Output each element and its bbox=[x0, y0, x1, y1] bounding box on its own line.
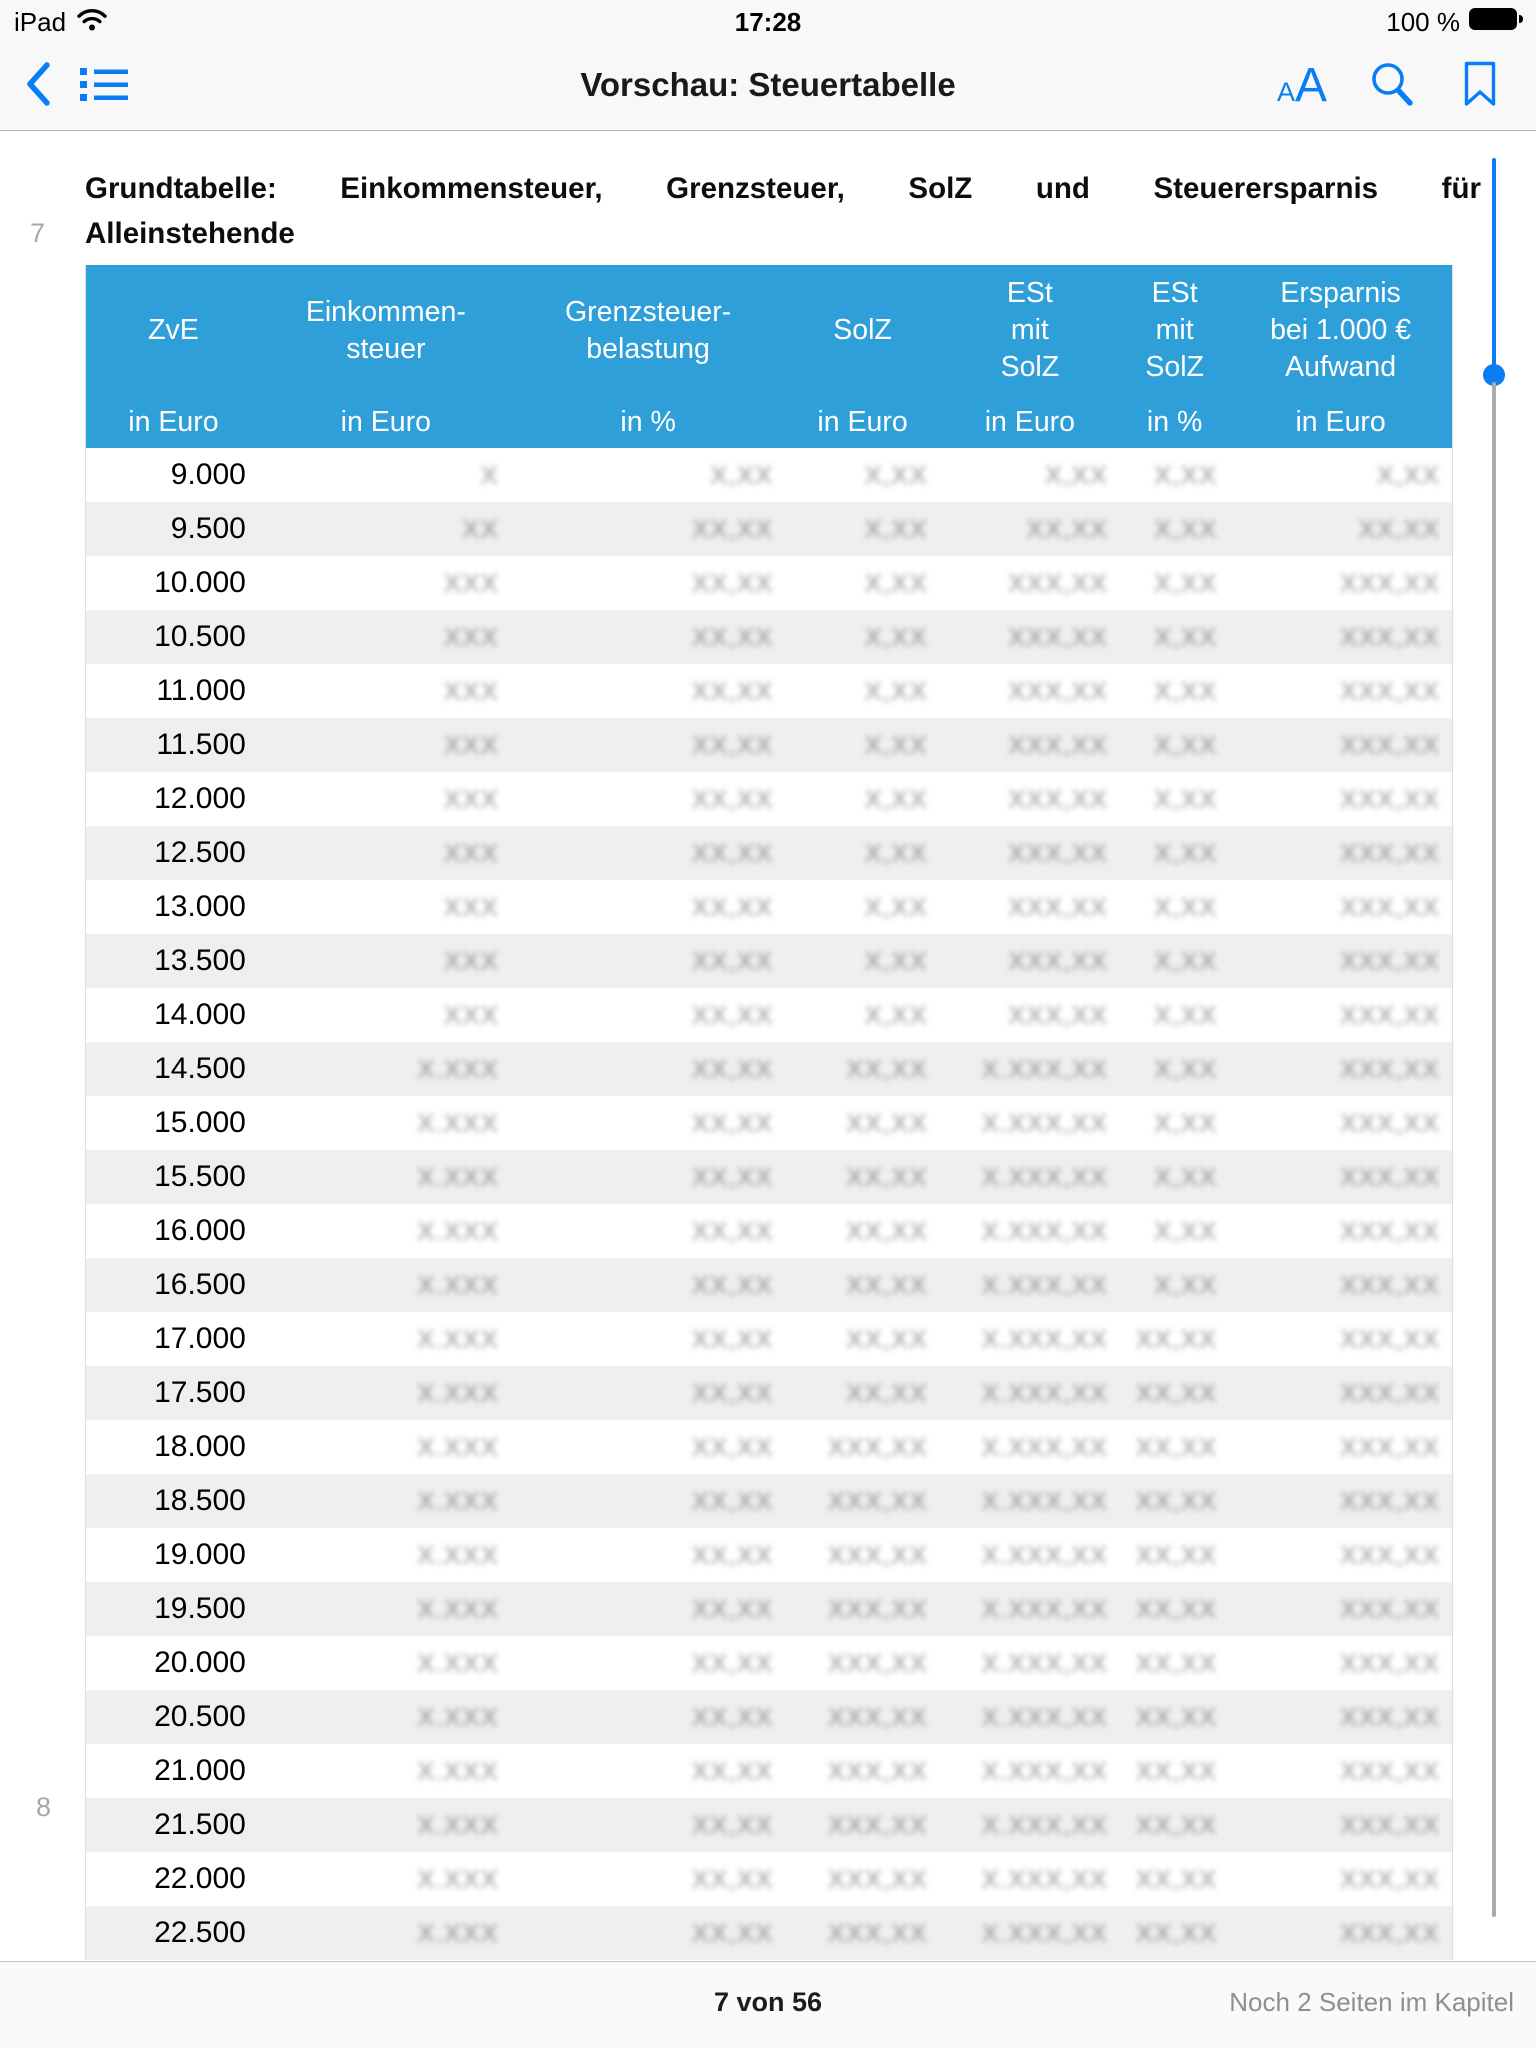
page-title: Vorschau: Steuertabelle bbox=[580, 66, 956, 103]
value-cell-blurred: XX,XX bbox=[1135, 1377, 1218, 1408]
value-cell-blurred: X,XX bbox=[864, 891, 928, 922]
zve-cell: 22.500 bbox=[154, 1916, 246, 1949]
value-cell-blurred: XXX,XX bbox=[827, 1809, 928, 1840]
zve-cell: 10.000 bbox=[154, 566, 246, 599]
value-cell-blurred: XX,XX bbox=[1135, 1809, 1218, 1840]
value-cell-blurred: X,XX bbox=[1154, 999, 1218, 1030]
value-cell-blurred: XX,XX bbox=[691, 1539, 774, 1570]
scroll-progress-track[interactable] bbox=[1492, 382, 1496, 1917]
table-row bbox=[86, 1366, 1452, 1420]
value-cell-blurred: X,XX bbox=[1154, 675, 1218, 706]
value-cell-blurred: XX,XX bbox=[846, 1377, 928, 1408]
heading-word: für bbox=[1441, 172, 1481, 205]
margin-page-number-7: 7 bbox=[30, 218, 46, 248]
status-time: 17:28 bbox=[734, 6, 802, 37]
zve-cell: 14.500 bbox=[154, 1052, 246, 1085]
header-cell-label: Einkommen- steuer bbox=[305, 295, 466, 365]
value-cell-blurred: X,XX bbox=[1154, 459, 1218, 490]
table-row bbox=[86, 664, 1452, 718]
value-cell-blurred: XXX,XX bbox=[827, 1755, 928, 1786]
status-bar bbox=[0, 4, 1536, 40]
zve-cell: 11.500 bbox=[156, 728, 246, 761]
value-cell-blurred: X.XXX bbox=[417, 1485, 499, 1516]
value-cell-blurred: X.XXX,XX bbox=[981, 1323, 1109, 1354]
bookmark-icon bbox=[1463, 61, 1497, 110]
zve-cell: 21.000 bbox=[154, 1754, 246, 1787]
value-cell-blurred: X.XXX,XX bbox=[981, 1161, 1109, 1192]
value-cell-blurred: X,XX bbox=[864, 675, 928, 706]
heading-word: Grenzsteuer, bbox=[666, 172, 845, 205]
value-cell-blurred: XX,XX bbox=[1135, 1863, 1218, 1894]
footer-bar bbox=[0, 1961, 1536, 2048]
margin-page-number-8: 8 bbox=[36, 1792, 52, 1822]
value-cell-blurred: XX,XX bbox=[846, 1215, 928, 1246]
header-cell-unit: in % bbox=[1146, 405, 1203, 438]
heading-word: SolZ bbox=[908, 172, 973, 205]
value-cell-blurred: XXX,XX bbox=[1340, 1539, 1440, 1570]
zve-cell: 9.500 bbox=[170, 512, 246, 545]
value-cell-blurred: X.XXX,XX bbox=[981, 1863, 1109, 1894]
heading-word: und bbox=[1035, 172, 1090, 205]
value-cell-blurred: XX,XX bbox=[691, 513, 774, 544]
zve-cell: 18.500 bbox=[154, 1484, 246, 1517]
value-cell-blurred: X.XXX,XX bbox=[981, 1431, 1109, 1462]
zve-cell: 15.500 bbox=[154, 1160, 246, 1193]
value-cell-blurred: X.XXX bbox=[417, 1323, 499, 1354]
table-row bbox=[86, 1636, 1452, 1690]
table-row bbox=[86, 934, 1452, 988]
zve-cell: 14.000 bbox=[154, 998, 246, 1031]
heading-line2: Alleinstehende bbox=[85, 217, 295, 250]
value-cell-blurred: XXX,XX bbox=[1340, 621, 1440, 652]
table-row bbox=[86, 1312, 1452, 1366]
device-label: iPad bbox=[14, 6, 67, 37]
table-row bbox=[86, 1150, 1452, 1204]
value-cell-blurred: X,XX bbox=[1154, 783, 1218, 814]
value-cell-blurred: XXX,XX bbox=[1008, 999, 1109, 1030]
zve-cell: 12.500 bbox=[154, 836, 246, 869]
value-cell-blurred: XXX,XX bbox=[1008, 945, 1109, 976]
table-row bbox=[86, 826, 1452, 880]
value-cell-blurred: X.XXX bbox=[417, 1917, 499, 1948]
zve-cell: 21.500 bbox=[154, 1808, 246, 1841]
value-cell-blurred: XX,XX bbox=[691, 729, 774, 760]
table-row bbox=[86, 1906, 1452, 1960]
value-cell-blurred: X.XXX,XX bbox=[981, 1917, 1109, 1948]
zve-cell: 13.500 bbox=[154, 944, 246, 977]
value-cell-blurred: XX bbox=[462, 513, 499, 544]
value-cell-blurred: X.XXX,XX bbox=[981, 1593, 1109, 1624]
value-cell-blurred: X,XX bbox=[1154, 1161, 1218, 1192]
table-row bbox=[86, 1528, 1452, 1582]
heading-word: Steuerersparnis bbox=[1153, 172, 1379, 205]
zve-cell: 9.000 bbox=[170, 458, 246, 491]
zve-cell: 11.000 bbox=[156, 674, 246, 707]
value-cell-blurred: XXX,XX bbox=[1008, 567, 1109, 598]
value-cell-blurred: X bbox=[480, 459, 499, 490]
search-icon bbox=[1369, 60, 1415, 111]
value-cell-blurred: XX,XX bbox=[1135, 1701, 1218, 1732]
value-cell-blurred: X,XX bbox=[864, 837, 928, 868]
value-cell-blurred: X,XX bbox=[1154, 1107, 1218, 1138]
header-cell bbox=[261, 265, 511, 448]
header-cell bbox=[785, 265, 939, 448]
value-cell-blurred: XXX,XX bbox=[1340, 1647, 1440, 1678]
table-row bbox=[86, 1474, 1452, 1528]
value-cell-blurred: XXX,XX bbox=[1340, 1161, 1440, 1192]
zve-cell: 12.000 bbox=[154, 782, 246, 815]
value-cell-blurred: XX,XX bbox=[1135, 1917, 1218, 1948]
status-right bbox=[1386, 4, 1524, 40]
value-cell-blurred: XXX bbox=[443, 675, 499, 706]
font-size-icon: A A bbox=[1276, 58, 1328, 112]
value-cell-blurred: XXX,XX bbox=[1340, 729, 1440, 760]
value-cell-blurred: X,XX bbox=[1154, 1215, 1218, 1246]
value-cell-blurred: X.XXX bbox=[417, 1863, 499, 1894]
header-cell-unit: in % bbox=[620, 405, 676, 438]
value-cell-blurred: X.XXX bbox=[417, 1161, 499, 1192]
value-cell-blurred: XXX,XX bbox=[1008, 675, 1109, 706]
table-row bbox=[86, 1096, 1452, 1150]
value-cell-blurred: XX,XX bbox=[1135, 1593, 1218, 1624]
value-cell-blurred: XXX,XX bbox=[1340, 999, 1440, 1030]
value-cell-blurred: XXX,XX bbox=[1008, 729, 1109, 760]
value-cell-blurred: X.XXX bbox=[417, 1431, 499, 1462]
header-cell-label: Grenzsteuer- belastung bbox=[564, 295, 732, 365]
value-cell-blurred: XXX,XX bbox=[1340, 1701, 1440, 1732]
chapter-remaining-label: Noch 2 Seiten im Kapitel bbox=[1229, 1986, 1514, 2017]
value-cell-blurred: XXX,XX bbox=[1340, 1053, 1440, 1084]
value-cell-blurred: XXX,XX bbox=[1340, 1269, 1440, 1300]
value-cell-blurred: XXX,XX bbox=[827, 1593, 928, 1624]
value-cell-blurred: XXX bbox=[443, 891, 499, 922]
value-cell-blurred: XXX,XX bbox=[1008, 891, 1109, 922]
value-cell-blurred: X,XX bbox=[864, 513, 928, 544]
value-cell-blurred: XXX,XX bbox=[1340, 945, 1440, 976]
value-cell-blurred: XX,XX bbox=[691, 1161, 774, 1192]
value-cell-blurred: XX,XX bbox=[691, 837, 774, 868]
header-cell-unit: in Euro bbox=[817, 405, 908, 438]
value-cell-blurred: XX,XX bbox=[691, 1323, 774, 1354]
value-cell-blurred: XX,XX bbox=[846, 1053, 928, 1084]
value-cell-blurred: X,XX bbox=[864, 729, 928, 760]
value-cell-blurred: XX,XX bbox=[691, 675, 774, 706]
table-row bbox=[86, 502, 1452, 556]
section-heading bbox=[85, 166, 1481, 256]
value-cell-blurred: X.XXX,XX bbox=[981, 1053, 1109, 1084]
font-size-button[interactable] bbox=[1262, 40, 1342, 130]
page-indicator: 7 von 56 bbox=[713, 1986, 823, 2017]
value-cell-blurred: XX,XX bbox=[1135, 1431, 1218, 1462]
header-cell-label: SolZ bbox=[833, 314, 892, 346]
value-cell-blurred: XX,XX bbox=[1135, 1539, 1218, 1570]
value-cell-blurred: XXX,XX bbox=[1008, 783, 1109, 814]
value-cell-blurred: XX,XX bbox=[691, 1485, 774, 1516]
heading-word: Grundtabelle: bbox=[85, 172, 277, 205]
value-cell-blurred: X.XXX bbox=[417, 1647, 499, 1678]
value-cell-blurred: X.XXX,XX bbox=[981, 1107, 1109, 1138]
value-cell-blurred: XXX,XX bbox=[1340, 1917, 1440, 1948]
value-cell-blurred: X.XXX bbox=[417, 1269, 499, 1300]
value-cell-blurred: XX,XX bbox=[691, 945, 774, 976]
table-row bbox=[86, 1042, 1452, 1096]
value-cell-blurred: XX,XX bbox=[691, 1647, 774, 1678]
value-cell-blurred: XX,XX bbox=[691, 1107, 774, 1138]
table-row bbox=[86, 718, 1452, 772]
value-cell-blurred: X.XXX bbox=[417, 1215, 499, 1246]
value-cell-blurred: XXX,XX bbox=[1340, 1431, 1440, 1462]
zve-cell: 22.000 bbox=[154, 1862, 246, 1895]
value-cell-blurred: X,XX bbox=[710, 459, 774, 490]
value-cell-blurred: XXX bbox=[443, 567, 499, 598]
value-cell-blurred: XXX,XX bbox=[1340, 1107, 1440, 1138]
header-cell-unit: in Euro bbox=[128, 405, 219, 438]
header-cell-unit: in Euro bbox=[984, 405, 1076, 438]
zve-cell: 20.500 bbox=[154, 1700, 246, 1733]
value-cell-blurred: XX,XX bbox=[691, 891, 774, 922]
header-cell-unit: in Euro bbox=[1295, 405, 1386, 438]
value-cell-blurred: X,XX bbox=[864, 945, 928, 976]
zve-cell: 19.000 bbox=[154, 1538, 246, 1571]
value-cell-blurred: XXX,XX bbox=[827, 1647, 928, 1678]
header-cell bbox=[940, 265, 1120, 448]
table-row bbox=[86, 880, 1452, 934]
value-cell-blurred: X.XXX,XX bbox=[981, 1215, 1109, 1246]
value-cell-blurred: XXX,XX bbox=[1340, 1863, 1440, 1894]
top-bar bbox=[0, 0, 1536, 131]
header-cell-label: ZvE bbox=[148, 314, 199, 346]
table-row bbox=[86, 772, 1452, 826]
value-cell-blurred: XXX,XX bbox=[827, 1539, 928, 1570]
table-header-row bbox=[86, 265, 1452, 448]
value-cell-blurred: X,XX bbox=[1154, 891, 1218, 922]
table-row bbox=[86, 1690, 1452, 1744]
value-cell-blurred: X,XX bbox=[1154, 729, 1218, 760]
value-cell-blurred: X.XXX,XX bbox=[981, 1485, 1109, 1516]
value-cell-blurred: XX,XX bbox=[846, 1161, 928, 1192]
tax-table bbox=[85, 265, 1453, 1960]
value-cell-blurred: XX,XX bbox=[1358, 513, 1440, 544]
header-cell-unit: in Euro bbox=[340, 405, 431, 438]
value-cell-blurred: XX,XX bbox=[691, 1863, 774, 1894]
value-cell-blurred: XX,XX bbox=[691, 1215, 774, 1246]
scroll-progress-filled[interactable] bbox=[1492, 158, 1496, 370]
value-cell-blurred: XXX,XX bbox=[1340, 675, 1440, 706]
value-cell-blurred: XXX bbox=[443, 621, 499, 652]
value-cell-blurred: XXX,XX bbox=[1340, 1809, 1440, 1840]
value-cell-blurred: XX,XX bbox=[846, 1323, 928, 1354]
value-cell-blurred: X,XX bbox=[1154, 1053, 1218, 1084]
table-row bbox=[86, 1582, 1452, 1636]
value-cell-blurred: XXX,XX bbox=[1340, 1755, 1440, 1786]
zve-cell: 16.000 bbox=[154, 1214, 246, 1247]
value-cell-blurred: XXX,XX bbox=[1340, 1323, 1440, 1354]
value-cell-blurred: XXX,XX bbox=[1340, 1593, 1440, 1624]
value-cell-blurred: XX,XX bbox=[1026, 513, 1109, 544]
value-cell-blurred: X,XX bbox=[864, 621, 928, 652]
value-cell-blurred: X.XXX bbox=[417, 1593, 499, 1624]
value-cell-blurred: X,XX bbox=[1154, 1269, 1218, 1300]
battery-percent: 100 % bbox=[1386, 6, 1460, 37]
table-row bbox=[86, 1852, 1452, 1906]
header-cell-label: Ersparnis bei 1.000 € Aufwand bbox=[1270, 277, 1412, 383]
header-cell bbox=[1229, 265, 1452, 448]
header-cell bbox=[511, 265, 786, 448]
search-button[interactable] bbox=[1362, 40, 1422, 130]
value-cell-blurred: X,XX bbox=[1154, 945, 1218, 976]
value-cell-blurred: X.XXX bbox=[417, 1107, 499, 1138]
value-cell-blurred: XX,XX bbox=[691, 621, 774, 652]
zve-cell: 16.500 bbox=[154, 1268, 246, 1301]
table-row bbox=[86, 1798, 1452, 1852]
value-cell-blurred: X.XXX,XX bbox=[981, 1755, 1109, 1786]
value-cell-blurred: XX,XX bbox=[1135, 1323, 1218, 1354]
header-cell-label: ESt mit SolZ bbox=[1000, 277, 1060, 383]
value-cell-blurred: XX,XX bbox=[691, 1701, 774, 1732]
value-cell-blurred: XXX,XX bbox=[827, 1701, 928, 1732]
value-cell-blurred: XX,XX bbox=[691, 999, 774, 1030]
value-cell-blurred: X.XXX,XX bbox=[981, 1539, 1109, 1570]
value-cell-blurred: XX,XX bbox=[846, 1107, 928, 1138]
value-cell-blurred: X.XXX bbox=[417, 1377, 499, 1408]
value-cell-blurred: X.XXX bbox=[417, 1701, 499, 1732]
value-cell-blurred: XXX,XX bbox=[827, 1485, 928, 1516]
value-cell-blurred: X.XXX,XX bbox=[981, 1809, 1109, 1840]
value-cell-blurred: X,XX bbox=[1154, 513, 1218, 544]
zve-cell: 17.000 bbox=[154, 1322, 246, 1355]
value-cell-blurred: XXX,XX bbox=[1340, 567, 1440, 598]
bookmark-button[interactable] bbox=[1456, 40, 1504, 130]
battery-icon bbox=[1468, 6, 1524, 39]
table-row bbox=[86, 448, 1452, 502]
value-cell-blurred: X,XX bbox=[1044, 459, 1109, 490]
value-cell-blurred: XX,XX bbox=[691, 1269, 774, 1300]
value-cell-blurred: X,XX bbox=[1154, 621, 1218, 652]
value-cell-blurred: X.XXX,XX bbox=[981, 1701, 1109, 1732]
zve-cell: 20.000 bbox=[154, 1646, 246, 1679]
table-row bbox=[86, 556, 1452, 610]
value-cell-blurred: XXX,XX bbox=[1340, 837, 1440, 868]
value-cell-blurred: XX,XX bbox=[1135, 1647, 1218, 1678]
value-cell-blurred: X,XX bbox=[1154, 837, 1218, 868]
value-cell-blurred: XX,XX bbox=[1135, 1485, 1218, 1516]
value-cell-blurred: X,XX bbox=[1376, 459, 1440, 490]
value-cell-blurred: X,XX bbox=[864, 783, 928, 814]
value-cell-blurred: X,XX bbox=[864, 999, 928, 1030]
heading-word: Einkommensteuer, bbox=[340, 172, 603, 205]
value-cell-blurred: XXX,XX bbox=[827, 1431, 928, 1462]
value-cell-blurred: XXX bbox=[443, 945, 499, 976]
value-cell-blurred: XX,XX bbox=[691, 567, 774, 598]
value-cell-blurred: XXX bbox=[443, 837, 499, 868]
value-cell-blurred: XX,XX bbox=[691, 1809, 774, 1840]
value-cell-blurred: XXX,XX bbox=[1340, 783, 1440, 814]
value-cell-blurred: XX,XX bbox=[691, 1431, 774, 1462]
value-cell-blurred: XX,XX bbox=[691, 1053, 774, 1084]
value-cell-blurred: XX,XX bbox=[846, 1269, 928, 1300]
table-row bbox=[86, 1420, 1452, 1474]
header-cell bbox=[86, 265, 261, 448]
header-cell-label: ESt mit SolZ bbox=[1145, 277, 1204, 383]
value-cell-blurred: XX,XX bbox=[691, 1755, 774, 1786]
value-cell-blurred: X.XXX bbox=[417, 1809, 499, 1840]
table-row bbox=[86, 1258, 1452, 1312]
zve-cell: 15.000 bbox=[154, 1106, 246, 1139]
table-row bbox=[86, 988, 1452, 1042]
table-row bbox=[86, 1204, 1452, 1258]
table-row bbox=[86, 1744, 1452, 1798]
value-cell-blurred: XXX bbox=[443, 783, 499, 814]
value-cell-blurred: X,XX bbox=[864, 459, 928, 490]
value-cell-blurred: X,XX bbox=[1154, 567, 1218, 598]
value-cell-blurred: X.XXX,XX bbox=[981, 1647, 1109, 1678]
value-cell-blurred: XXX,XX bbox=[1008, 621, 1109, 652]
value-cell-blurred: XXX,XX bbox=[1340, 1377, 1440, 1408]
value-cell-blurred: X.XXX bbox=[417, 1539, 499, 1570]
value-cell-blurred: X.XXX bbox=[417, 1053, 499, 1084]
table-body bbox=[86, 448, 1452, 1960]
zve-cell: 10.500 bbox=[154, 620, 246, 653]
value-cell-blurred: XX,XX bbox=[691, 783, 774, 814]
value-cell-blurred: X.XXX,XX bbox=[981, 1269, 1109, 1300]
heading-line1 bbox=[85, 166, 1481, 211]
value-cell-blurred: XXX,XX bbox=[827, 1863, 928, 1894]
value-cell-blurred: XX,XX bbox=[691, 1593, 774, 1624]
value-cell-blurred: XX,XX bbox=[691, 1917, 774, 1948]
value-cell-blurred: XXX,XX bbox=[1340, 891, 1440, 922]
value-cell-blurred: XXX bbox=[443, 729, 499, 760]
value-cell-blurred: X,XX bbox=[864, 567, 928, 598]
zve-cell: 13.000 bbox=[154, 890, 246, 923]
value-cell-blurred: XXX,XX bbox=[1340, 1215, 1440, 1246]
value-cell-blurred: X.XXX bbox=[417, 1755, 499, 1786]
table-row bbox=[86, 610, 1452, 664]
value-cell-blurred: XXX,XX bbox=[1340, 1485, 1440, 1516]
zve-cell: 18.000 bbox=[154, 1430, 246, 1463]
value-cell-blurred: XX,XX bbox=[691, 1377, 774, 1408]
value-cell-blurred: X.XXX,XX bbox=[981, 1377, 1109, 1408]
nav-bar bbox=[0, 40, 1536, 130]
value-cell-blurred: XXX,XX bbox=[827, 1917, 928, 1948]
header-cell bbox=[1120, 265, 1229, 448]
zve-cell: 19.500 bbox=[154, 1592, 246, 1625]
value-cell-blurred: XXX,XX bbox=[1008, 837, 1109, 868]
value-cell-blurred: XXX bbox=[443, 999, 499, 1030]
value-cell-blurred: XX,XX bbox=[1135, 1755, 1218, 1786]
zve-cell: 17.500 bbox=[154, 1376, 246, 1409]
